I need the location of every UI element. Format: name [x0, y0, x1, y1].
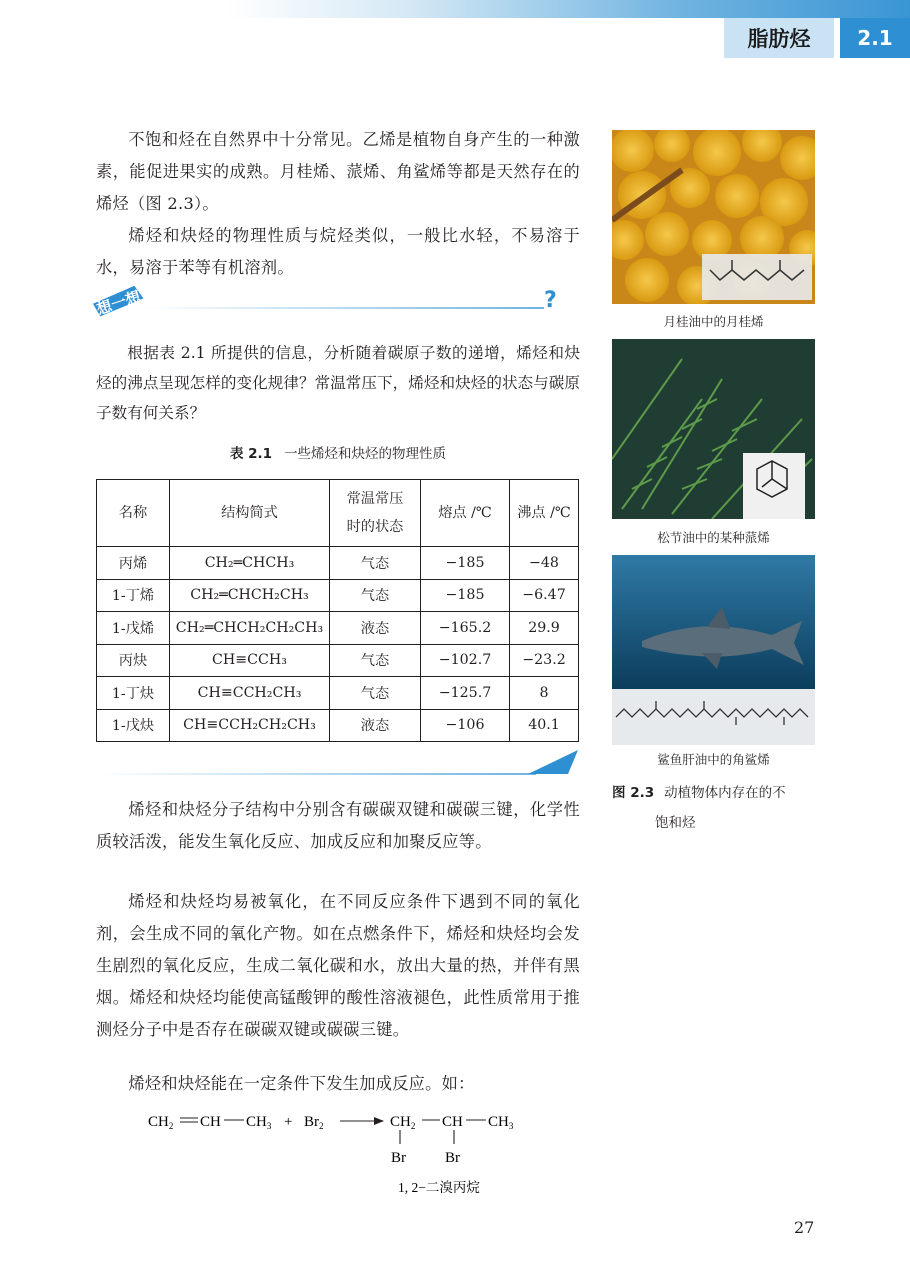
cell-bp: 8	[510, 677, 579, 710]
photo-osmanthus	[612, 130, 815, 304]
cell-state: 气态	[330, 677, 421, 710]
table-caption	[96, 442, 580, 462]
cell-formula: CH≡CCH₃	[170, 644, 330, 677]
eq-br-1: Br	[391, 1150, 406, 1166]
cell-mp: −106	[421, 709, 510, 742]
top-gradient-bar	[0, 0, 910, 18]
table-header-row	[97, 480, 579, 547]
cell-mp: −125.7	[421, 677, 510, 710]
eq-lhs-ch3: $CH_3$	[246, 1114, 272, 1131]
photo2-caption: 松节油中的某种蒎烯	[657, 530, 770, 545]
think-badge-label: 想一想	[94, 287, 143, 319]
cell-name: 1-丁烯	[97, 579, 170, 612]
photo1-caption: 月桂油中的月桂烯	[663, 314, 764, 329]
header-title: 脂肪烃	[724, 18, 834, 58]
cell-bp: −6.47	[510, 579, 579, 612]
shark-image	[612, 555, 815, 745]
header-state	[330, 480, 421, 547]
eq-double-bond	[180, 1118, 198, 1122]
figure-label: 图 2.3	[612, 785, 655, 801]
cell-state: 气态	[330, 579, 421, 612]
paragraph-1: 不饱和烃在自然界中十分常见。乙烯是植物自身产生的一种激素，能促进果实的成熟。月桂烯、蒎烯、角鲨烯等都是天然存在的烯烃（图 2.3）。	[96, 130, 580, 213]
pine-image	[612, 339, 815, 519]
cell-bp: 29.9	[510, 612, 579, 645]
think-text: 根据表 2.1 所提供的信息，分析随着碳原子数的递增，烯烃和炔烃的沸点呈现怎样的变化规律？常温常压下，烯烃和炔烃的状态与碳原子数有何关系？	[96, 344, 580, 422]
cell-mp: −102.7	[421, 644, 510, 677]
think-divider	[144, 307, 544, 309]
paragraph-3: 烯烃和炔烃分子结构中分别含有碳碳双键和碳碳三键，化学性质较活泼，能发生氧化反应、加成反应和加聚反应等。	[96, 800, 580, 851]
chapter-header	[724, 18, 910, 58]
question-mark-icon: ?	[544, 288, 557, 313]
cell-formula: CH≡CCH₂CH₃	[170, 677, 330, 710]
cell-formula: CH₂═CHCH₂CH₂CH₃	[170, 612, 330, 645]
photo-shark	[612, 555, 815, 745]
table-row	[97, 709, 579, 742]
properties-table	[96, 479, 579, 742]
eq-rhs-ch3: $CH_3$	[488, 1114, 514, 1131]
cell-name: 1-戊烯	[97, 612, 170, 645]
table-row	[97, 644, 579, 677]
cell-bp: −23.2	[510, 644, 579, 677]
cell-name: 丙炔	[97, 644, 170, 677]
paragraph-2: 烯烃和炔烃的物理性质与烷烃类似，一般比水轻，不易溶于水，易溶于苯等有机溶剂。	[96, 226, 580, 277]
photo-pine	[612, 339, 815, 519]
cell-bp: 40.1	[510, 709, 579, 742]
figure-caption-line1: 动植物体内存在的不	[664, 785, 786, 801]
cell-mp: −185	[421, 579, 510, 612]
eq-br-2: Br	[445, 1150, 460, 1166]
header-melting-point: 熔点 /℃	[421, 480, 510, 547]
cell-name: 丙烯	[97, 547, 170, 580]
eq-lhs-ch: CH	[200, 1114, 221, 1130]
cell-bp: −48	[510, 547, 579, 580]
osmanthus-image	[612, 130, 815, 304]
cell-formula: CH₂═CHCH₂CH₃	[170, 579, 330, 612]
eq-arrow	[340, 1117, 384, 1125]
reaction-equation	[148, 1108, 548, 1198]
arrow-corner-icon	[528, 748, 580, 776]
cell-mp: −185	[421, 547, 510, 580]
header-formula: 结构简式	[170, 480, 330, 547]
header-name: 名称	[97, 480, 170, 547]
table-label: 表 2.1	[229, 446, 273, 462]
cell-state: 液态	[330, 709, 421, 742]
cell-state: 气态	[330, 644, 421, 677]
header-boiling-point: 沸点 /℃	[510, 480, 579, 547]
paragraph-4: 烯烃和炔烃均易被氧化，在不同反应条件下遇到不同的氧化剂，会生成不同的氧化产物。如在点燃条件下，烯烃和炔烃均会发生剧烈的氧化反应，生成二氧化碳和水，放出大量的热，并伴有黑烟。烯烃和炔烃均能使高锰酸钾的酸性溶液褪色，此性质常用于推测烃分子中是否存在碳碳双键或碳碳三键。	[96, 892, 580, 1039]
think-banner	[88, 284, 582, 324]
cell-state: 气态	[330, 547, 421, 580]
eq-product-name: 1, 2−二溴丙烷	[398, 1180, 480, 1195]
table-row	[97, 579, 579, 612]
cell-name: 1-丁炔	[97, 677, 170, 710]
header-state-line2: 时的状态	[346, 519, 404, 535]
eq-reagent: $Br_2$	[304, 1114, 324, 1131]
header-section-number: 2.1	[840, 18, 910, 58]
figure-caption	[612, 778, 822, 838]
think-end-divider	[96, 773, 536, 775]
table-title: 一些烯烃和炔烃的物理性质	[284, 446, 447, 462]
cell-mp: −165.2	[421, 612, 510, 645]
eq-lhs-ch2: $CH_2$	[148, 1114, 174, 1131]
table-row	[97, 677, 579, 710]
eq-plus: +	[284, 1114, 293, 1130]
figure-caption-line2: 饱和烃	[655, 815, 696, 831]
header-state-line1: 常温常压	[346, 491, 404, 507]
table-row	[97, 547, 579, 580]
eq-rhs-ch: CH	[442, 1114, 463, 1130]
photo3-caption: 鲨鱼肝油中的角鲨烯	[657, 752, 770, 767]
paragraph-5: 烯烃和炔烃能在一定条件下发生加成反应。如：	[128, 1074, 475, 1093]
cell-name: 1-戊炔	[97, 709, 170, 742]
cell-formula: CH≡CCH₂CH₂CH₃	[170, 709, 330, 742]
cell-formula: CH₂═CHCH₃	[170, 547, 330, 580]
cell-state: 液态	[330, 612, 421, 645]
table-row	[97, 612, 579, 645]
page-number: 27	[794, 1218, 815, 1237]
eq-rhs-ch2: $CH_2$	[390, 1114, 416, 1131]
